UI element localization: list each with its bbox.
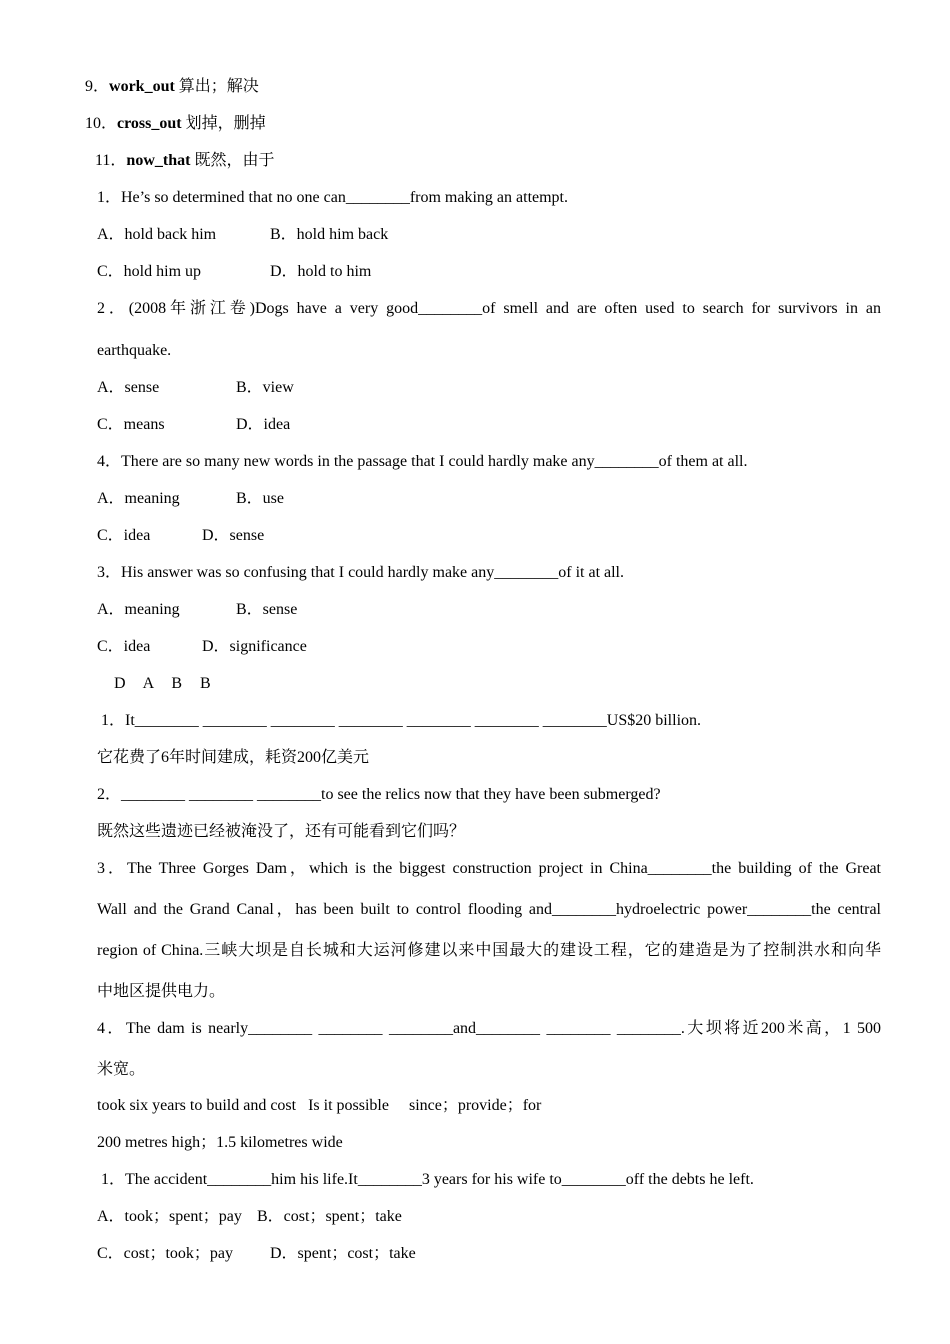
question-2-option-d: D．idea bbox=[236, 416, 291, 433]
question-5-option-b: B．cost；spent；take bbox=[257, 1208, 402, 1225]
question-1-option-a: A．hold back him bbox=[97, 226, 217, 243]
answer-key-2-line-2: 200 metres high；1.5 kilometres wide bbox=[97, 1134, 343, 1151]
translation-4-line-2: 米宽。 bbox=[97, 1061, 146, 1078]
question-3-option-c: C．idea bbox=[97, 638, 151, 655]
question-3-stem: 3．His answer was so confusing that I could hardly make any________of it at all. bbox=[97, 564, 624, 581]
question-2-stem: 2．(2008年浙江卷)Dogs have a very good________of smell and are often used to search for survivors in an bbox=[97, 300, 881, 317]
question-2-stem-cont: earthquake. bbox=[97, 342, 172, 359]
translation-3-line-3: region of China.三峡大坝是自长城和大运河修建以来中国最大的建设工程，它的建造是为了控制洪水和向华 bbox=[97, 942, 881, 959]
question-1-option-d: D．hold to him bbox=[270, 263, 372, 280]
translation-3-line-1: 3．The Three Gorges Dam，which is the biggest construction project in China________the building of the Great bbox=[97, 860, 881, 877]
translation-3-line-2: Wall and the Grand Canal，has been built to control flooding and________hydroelectric power________the central bbox=[97, 901, 881, 918]
answer-key-1: D A B B bbox=[114, 675, 211, 692]
question-5-option-c: C．cost；took；pay bbox=[97, 1245, 233, 1262]
question-3-option-a: A．meaning bbox=[97, 601, 180, 618]
vocab-item-11: 11．now_that 既然，由于 bbox=[95, 152, 275, 169]
vocab-term: cross_out bbox=[117, 115, 182, 132]
question-4-option-c: C．idea bbox=[97, 527, 151, 544]
question-1-option-b: B．hold him back bbox=[270, 226, 389, 243]
question-3-option-d: D．significance bbox=[202, 638, 307, 655]
question-4-option-a: A．meaning bbox=[97, 490, 180, 507]
translation-1-english: 1．It________ ________ ________ ________ ________ ________ ________US$20 billion. bbox=[101, 712, 702, 729]
question-4-option-b: B．use bbox=[236, 490, 285, 507]
question-5-stem: 1．The accident________him his life.It________3 years for his wife to________off the debts he left. bbox=[101, 1171, 754, 1188]
question-2-option-b: B．view bbox=[236, 379, 294, 396]
translation-2-chinese: 既然这些遗迹已经被淹没了，还有可能看到它们吗？ bbox=[97, 823, 466, 840]
question-4-option-d: D．sense bbox=[202, 527, 265, 544]
translation-1-chinese: 它花费了6年时间建成，耗资200亿美元 bbox=[97, 749, 370, 766]
question-2-option-c: C．means bbox=[97, 416, 165, 433]
question-1-option-c: C．hold him up bbox=[97, 263, 202, 280]
vocab-item-9: 9．work_out 算出；解决 bbox=[85, 78, 259, 95]
vocab-item-10: 10．cross_out 划掉，删掉 bbox=[85, 115, 266, 132]
vocab-term: work_out bbox=[109, 78, 175, 95]
question-5-option-d: D．spent；cost；take bbox=[270, 1245, 416, 1262]
question-5-option-a: A．took；spent；pay bbox=[97, 1208, 242, 1225]
answer-key-2-line-1: took six years to build and cost Is it possible since；provide；for bbox=[97, 1097, 542, 1114]
vocab-term: now_that bbox=[126, 152, 191, 169]
question-2-option-a: A．sense bbox=[97, 379, 160, 396]
translation-2-english: 2．________ ________ ________to see the relics now that they have been submerged? bbox=[97, 786, 661, 803]
translation-4-line-1: 4．The dam is nearly________ ________ ________and________ ________ ________.大坝将近200米高，1 500 bbox=[97, 1020, 881, 1037]
question-1-stem: 1．He’s so determined that no one can________from making an attempt. bbox=[97, 189, 569, 206]
translation-3-line-4: 中地区提供电力。 bbox=[97, 983, 226, 1000]
question-4-stem: 4．There are so many new words in the passage that I could hardly make any________of them at all. bbox=[97, 453, 748, 470]
question-3-option-b: B．sense bbox=[236, 601, 298, 618]
